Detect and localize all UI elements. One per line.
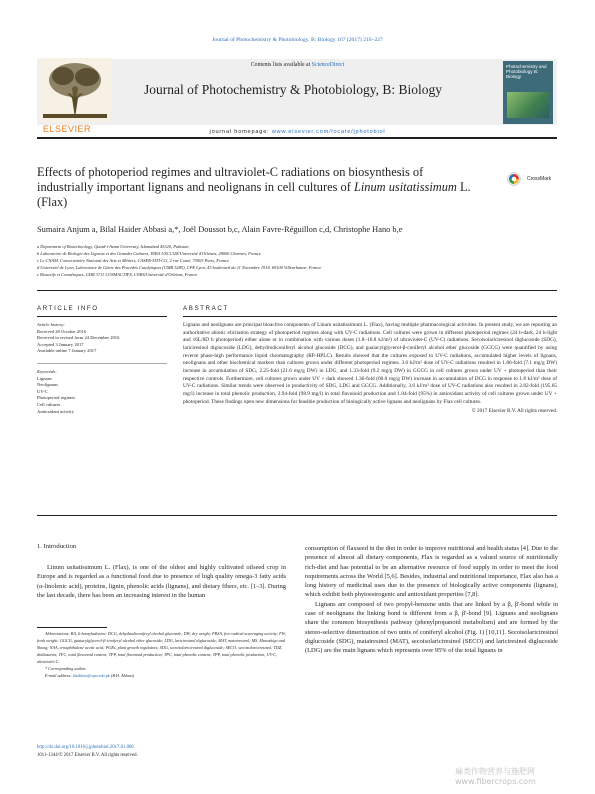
homepage-link[interactable]: www.elsevier.com/locate/jphotobiol [271,129,386,135]
info-divider [37,363,167,364]
keyword[interactable]: UV-C [37,388,48,394]
journal-citation[interactable]: Journal of Photochemistry & Photobiology, B: Biology 167 (2017) 216–227 [212,37,383,43]
keyword[interactable]: Cell cultures [37,401,61,407]
crossmark-icon [507,172,521,186]
elsevier-wordmark: ELSEVIER [43,124,92,134]
intro-right-column [305,544,558,656]
homepage-line [0,129,595,135]
intro-paragraph: consumption of flaxseed in the diet in order to improve nutritional and health status [4]. Due to the presence of almost all dietary components, Flax is regarded as a valued source of nutritionally rich-diet and has potential to be an alternative resource of food supply in order to meet the food requirements across the World [5,6]. Besides, industrial and nutritional importance, Flax also has a long history of medicinal uses due to the presence of biologically active components (lignans), which exhibit both phytoestrogenic and antioxidant properties [7,8]. [305,545,558,599]
abstract-block [183,322,557,416]
introduction-heading: 1. Introduction [37,543,77,550]
corresponding-author-note: * Corresponding author. [45,666,87,671]
history-item: Available online 7 January 2017 [37,348,97,354]
site-watermark: 麻类作物营养与施肥网 www.fibercrops.com [455,767,536,786]
title-species: Linum usitatissimum [353,180,457,194]
abbreviations-footnote: Abbreviations: BA, 6-benzyladenine; DCG, dehydrodiconiferyl alcohol glucoside; DW, dry weight; FRSA, free radical scavenging activity; FW, fresh weight; GGCG, guaiacylglycerol-β-coniferyl alcohol ether glucoside; LDG, lariciresinol diglucoside; MAT, matairesinol; MS, Murashige and Skoog; NAA, α-naphthalene acetic acid; PGRs, plant growth regulators; SDG, secoisolariciresinol diglucoside; SECO, secoisolariciresinol; TDZ, thidiazuron; TFC, total flavonoid content; TFP, total flavonoid production; TPC, total phenolic content; TPP, total phenolic production; UV-C, ultraviolet-C. [37,631,286,664]
keyword[interactable]: Antioxidant activity [37,408,74,414]
email-suffix: (B.H. Abbasi). [109,673,136,678]
article-info-heading: ARTICLE INFO [37,305,99,312]
article-info-rule [37,316,167,317]
journal-cover-thumbnail[interactable] [503,61,553,124]
history-item: Received 28 October 2016 [37,328,87,334]
article-info [37,322,167,415]
cover-title: Photochemistry and Photobiology B: Biology [506,64,547,80]
affiliation: a Department of Biotechnology, Quaid-i-Azam University, Islamabad 45320, Pakistan [37,244,189,249]
author-list[interactable]: Sumaira Anjum a, Bilal Haider Abbasi a,*, Joël Doussot b,c, Alain Favre-Réguillon c,d, Christophe Hano b,e [37,225,403,234]
history-label: Article history: [37,322,65,327]
affiliation: b Laboratoire de Biologie des Ligneux et des Grandes Cultures, INRA USC1328/Université d'Orléans, 28000 Chartres, France [37,251,261,256]
intro-paragraph: Linum usitatissimum L. (Flax), is one of the oldest and highly cultivated oilseed crop in Europe and is regarded as a functional food due to presence of high quality omega-3 fatty acids (α-linolenic acid), proteins, lignin, phenolic acids (lignans), and dietary fibers, etc. [1–3]. During the last decade, there has been an increasing interest in the human [37,564,286,599]
doi-block [37,744,286,759]
issn-line: 1011-1344/© 2017 Elsevier B.V. All rights reserved. [37,752,138,758]
history-item: Accepted 3 January 2017 [37,341,84,347]
cover-image [507,92,549,118]
crossmark-badge[interactable] [507,170,559,184]
homepage-prefix: journal homepage: [209,129,272,135]
body-divider [37,515,557,516]
keyword[interactable]: Lignans [37,375,52,381]
journal-title[interactable]: Journal of Photochemistry & Photobiology, B: Biology [143,82,442,97]
footnote-rule [37,627,107,628]
intro-paragraph: Lignans are composed of two propyl-benzene units that are linked by a β, β'-bond while in case of neolignans the linking bond is different from a β, β'-bond [9]. Lignans and neolignans share the common biosynthesis pathway (phenylpropanoid metabolism) and are formed by the stereo-selective dimerization of two units of coniferyl alcohol (Fig. 1) [10,11]. Secoisolariciresinol diglucoside (SDG), matairesinol (MAT), secoisolariciresinol (SECO) and lariciresinol diglucoside (LDG) are the main lignans which represents over 95% of the total lignans in [305,600,558,655]
contents-prefix: Contents lists available at [250,62,312,68]
abstract-heading: ABSTRACT [183,305,229,312]
doi-link[interactable]: http://dx.doi.org/10.1016/j.jphotobiol.2017.01.006 [37,745,134,750]
title-part1: Effects of photoperiod regimes and ultraviolet-C radiations on biosynthesis of industrially important lignans and neolignans in cell cultures of [37,165,424,194]
keyword[interactable]: Photoperiod regimes [37,395,76,401]
affiliation: e Bioactifs et Cosmétiques, GDR 3711 COSMACTIFS, CNRS/Université d'Orléans, France [37,272,198,277]
copyright-line: © 2017 Elsevier B.V. All rights reserved. [471,408,557,415]
keyword[interactable]: Neolignans [37,382,58,388]
email-footnote [37,672,286,679]
header-rule [37,137,557,139]
affiliation: c Le CNAM, Conservatoire National des Arts et Métiers, CASER-SITI-CG, 2 rue Conté, 75003 Paris, France [37,258,229,263]
elsevier-tree-logo-icon [39,58,111,122]
article-title [37,165,477,210]
crossmark-label: CrossMark [527,176,552,183]
title-part2: L. (Flax) [37,180,471,209]
affiliation: d Université de Lyon, Laboratoire de Génie des Procédés Catalytiques (UMR 5285), CPE Lyon, 43 boulevard du 11 Novembre 1918, 69100 Villeurbanne, France [37,265,322,270]
abstract-rule [183,316,557,317]
email-label: E-mail address: [45,673,73,678]
affiliations [37,243,557,278]
intro-left-column [37,563,286,600]
keywords-label: Keywords: [37,368,57,374]
abstract-text: Lignans and neolignans are principal bioactive components of Linum usitatissimum L. (Flax), having multiple pharmacological activities. In present study, we are reporting an authoritative abiotic elicitation strategy of photoperiod regimes along with UV-C radiations. Cell cultures were grown in different photoperiod regimes (24 h-dark, 24 h-light and 16L/8D h photoperiod) either alone or in combination with various doses (1.8–10.8 kJ/m²) of ultraviolet-C (UV-C) radiations. Secoisolariciresinol diglucoside (SDG), lariciresinol diglucoside (LDG), dehydrodiconiferyl alcohol glucoside (DCG), and guaiacylglycerol-β-coniferyl alcohol ether glucoside (GGCG) were quantified by using reverse phase-high performance liquid chromatography (RP-HPLC). Results showed that the cultures exposed to UV-C radiations, accumulated higher levels of lignans, neolignans and other biochemical markers than cultures grown under different photoperiod regimes. 3.6 kJ/m² dose of UV-C radiations resulted in 1.86-fold (7.1 mg/g DW) increase in accumulation of SDG, 2.25-fold (21.6 mg/g DW) in LDG, and 1.33-fold (9.2 mg/g DW) in GGCG in cell cultures grown under UV + photoperiod than their respective controls. Furthermore, cell cultures grown under UV + dark showed 1.36-fold (60.0 mg/g DW) increase in accumulation of DCG in response to 1.8 kJ/m² dose of UV-C radiations. Similar trends were observed in productivity of SDG, LDG and GGCG. Additionally, 3.6 kJ/m² dose of UV-C radiations also resulted in 2.82-fold (195.65 mg/l) increase in total phenolic production, 2.94-fold (98.9 mg/l) in total flavonoid production and 1.04-fold (95%) in antioxidant activity of cell cultures grown under UV + photoperiod. These findings open new dimensions for feasible production of biologically active lignans and neolignans by Flax cell cultures. [183,322,557,405]
footnotes [37,630,286,679]
history-item: Received in revised form 24 December 2016 [37,335,120,341]
section-divider [37,290,557,291]
sciencedirect-link[interactable]: ScienceDirect [311,62,345,68]
email-link[interactable]: bhabbasi@qau.edu.pk [72,673,110,678]
